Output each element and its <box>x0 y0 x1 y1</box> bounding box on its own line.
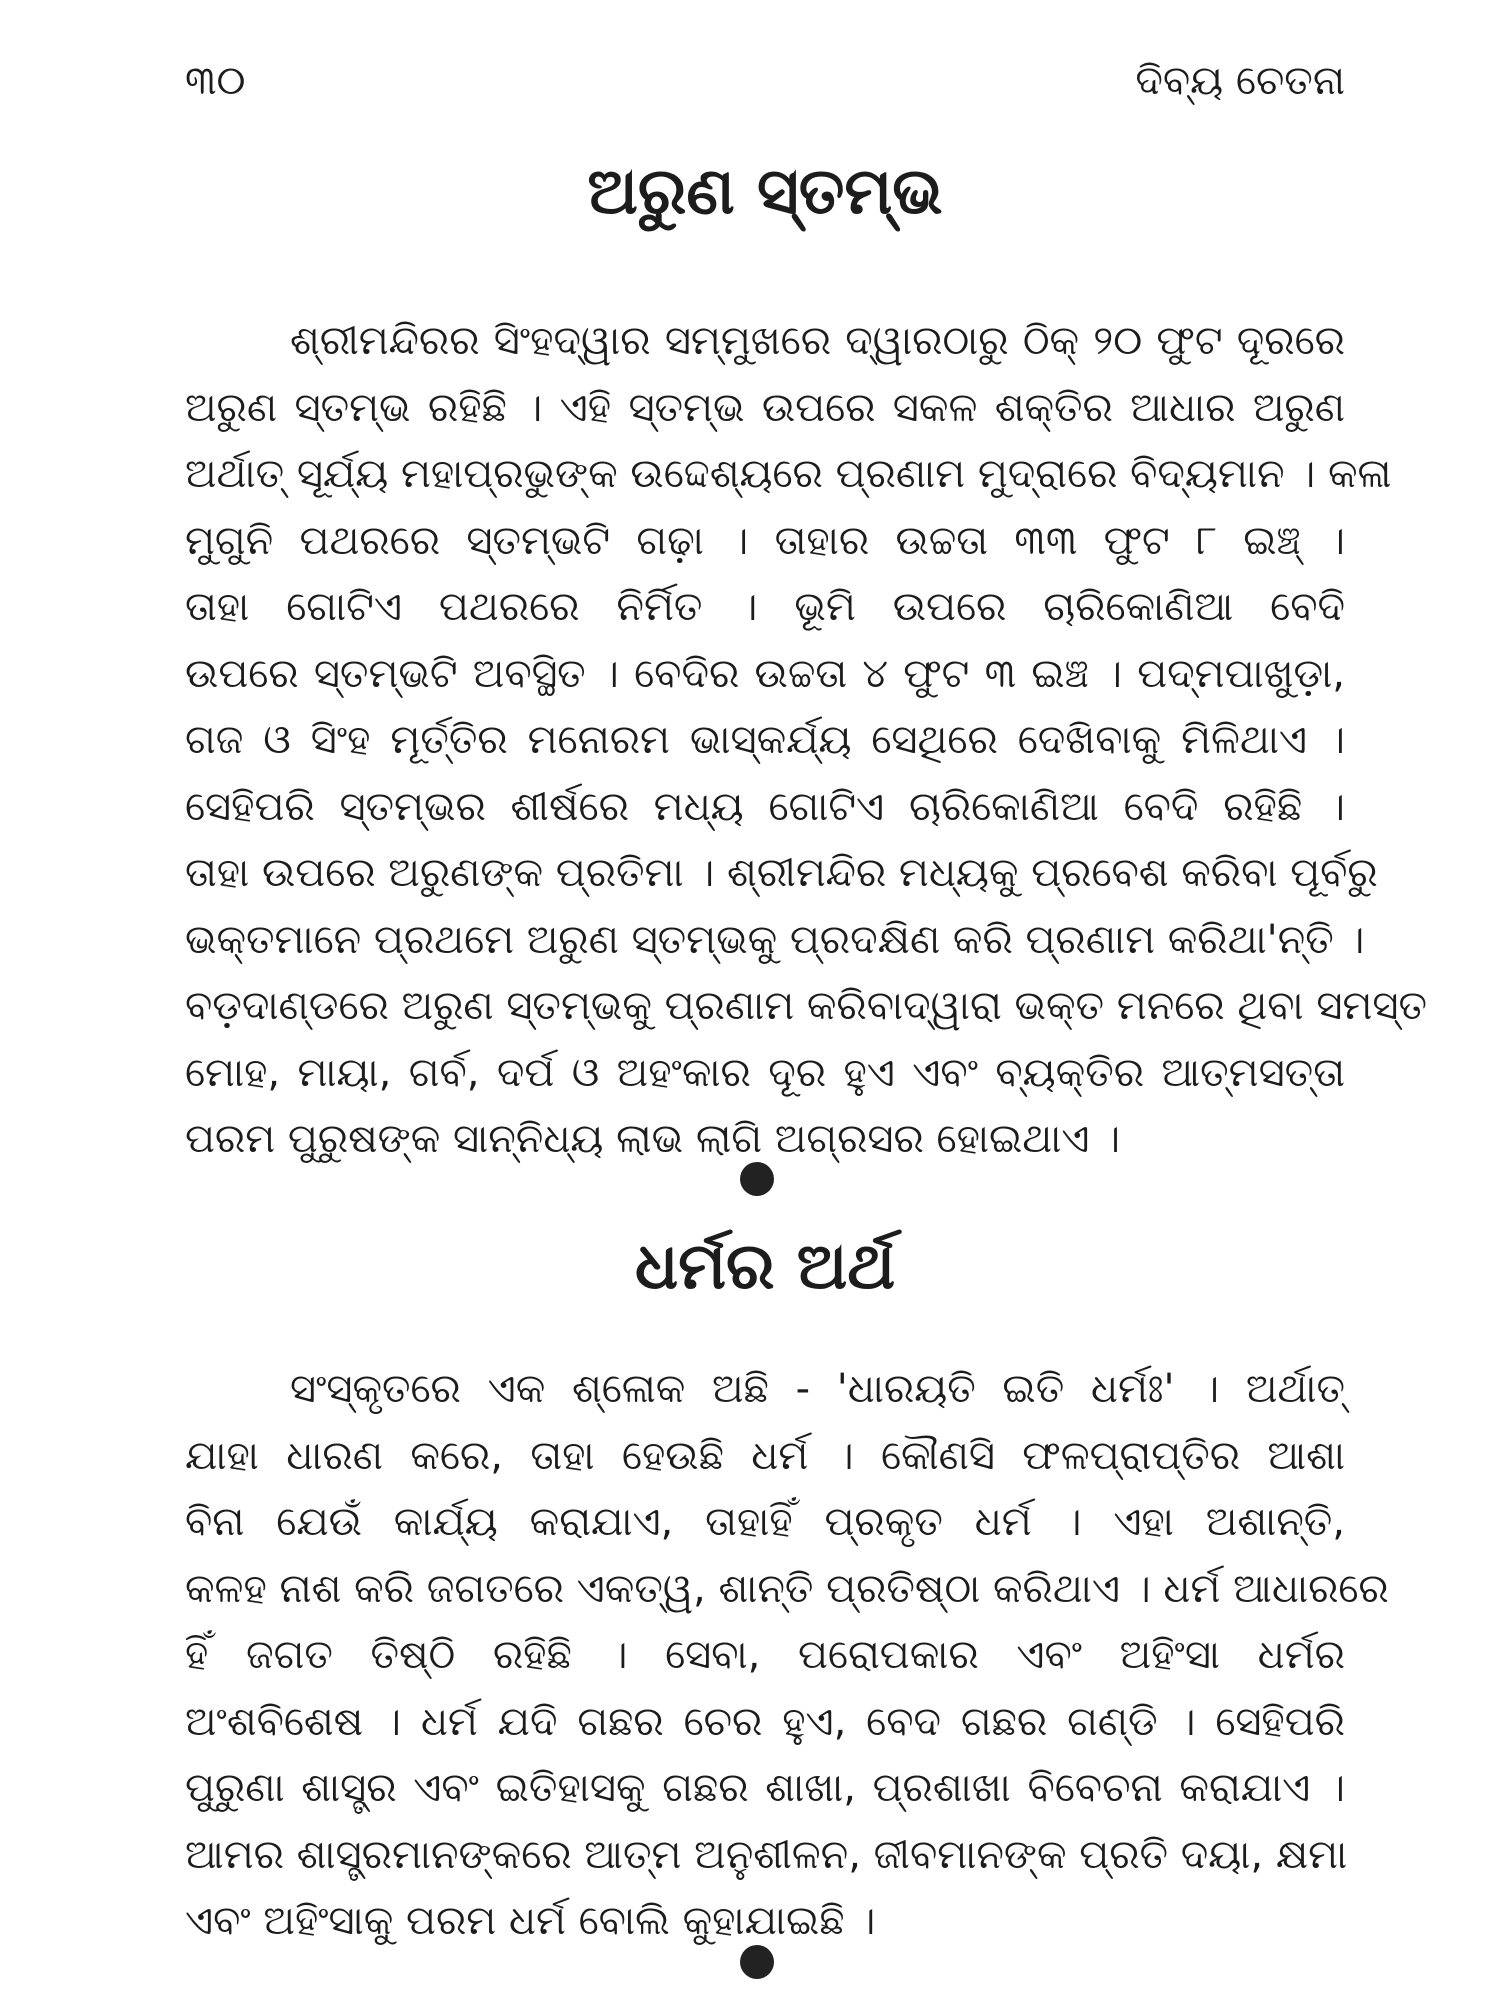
text-line: ଯାହା ଧାରଣ କରେ, ତାହା ହେଉଛି ଧର୍ମ । କୌଣସି ଫଳପ୍ରାପ୍ତିର ଆଶା <box>185 1432 1345 1479</box>
text-line: କଳହ ନାଶ କରି ଜଗତରେ ଏକତ୍ୱ, ଶାନ୍ତି ପ୍ରତିଷ୍ଠା କରିଥାଏ । ଧର୍ମ ଆଧାରରେ <box>185 1565 1389 1612</box>
section-body-arun-stambha <box>185 308 1427 1173</box>
text-line: ହିଁ ଜଗତ ତିଷ୍ଠି ରହିଛି । ସେବା, ପରୋପକାର ଏବଂ ଅହିଂସା ଧର୍ମର <box>185 1632 1345 1678</box>
text-line: ସଂସ୍କୃତରେ ଏକ ଶ୍ଳୋକ ଅଛି - 'ଧାରୟତି ଇତି ଧର୍ମଃ' । ଅର୍ଥାତ୍ <box>290 1366 1345 1412</box>
section-body-dharmara-artha <box>185 1356 1389 1955</box>
text-line: ଏବଂ ଅହିଂସାକୁ ପରମ ଧର୍ମ ବୋଲି କୁହାଯାଇଛି । <box>185 1898 876 1944</box>
running-header <box>185 58 1345 118</box>
section-separator-dot <box>740 1162 774 1196</box>
section-title-arun-stambha: ଅରୁଣ ସ୍ତମ୍ଭ <box>587 155 943 229</box>
text-line: ଅର୍ଥାତ୍ ସୂର୍ଯ୍ୟ ମହାପ୍ରଭୁଙ୍କ ଉଦ୍ଦେଶ୍ୟରେ ପ୍ରଣାମ ମୁଦ୍ରାରେ ବିଦ୍ୟମାନ । କଳା <box>185 451 1392 497</box>
text-line: ମୁଗୁନି ପଥରରେ ସ୍ତମ୍ଭଟି ଗଢ଼ା । ତାହାର ଉଚ୍ଚତା ୩୩ ଫୁଟ ୮ ଇଞ୍ଚ୍ । <box>185 517 1345 564</box>
section-title-dharmara-artha: ଧର୍ମର ଅର୍ଥ <box>634 1230 896 1304</box>
text-line: ତାହା ଉପରେ ଅରୁଣଙ୍କ ପ୍ରତିମା । ଶ୍ରୀମନ୍ଦିର ମଧ୍ୟକୁ ପ୍ରବେଶ କରିବା ପୂର୍ବରୁ <box>185 850 1378 896</box>
text-line: ବିନା ଯେଉଁ କାର୍ଯ୍ୟ କରାଯାଏ, ତାହାହିଁ ପ୍ରକୃତ ଧର୍ମ । ଏହା ଅଶାନ୍ତି, <box>185 1499 1345 1545</box>
text-line: ପରମ ପୁରୁଷଙ୍କ ସାନ୍ନିଧ୍ୟ ଲାଭ ଲାଗି ଅଗ୍ରସର ହୋଇଥାଏ । <box>185 1116 1121 1162</box>
text-line: ଅରୁଣ ସ୍ତମ୍ଭ ରହିଛି । ଏହି ସ୍ତମ୍ଭ ଉପରେ ସକଳ ଶକ୍ତିର ଆଧାର ଅରୁଣ <box>185 384 1345 431</box>
text-line: ପୁରୁଣା ଶାସ୍ତ୍ର ଏବଂ ଇତିହାସକୁ ଗଛର ଶାଖା, ପ୍ରଶାଖା ବିବେଚନା କରାଯାଏ । <box>185 1765 1345 1811</box>
book-page <box>185 40 1427 1970</box>
text-line: ମୋହ, ମାୟା, ଗର୍ବ, ଦର୍ପ ଓ ଅହଂକାର ଦୂର ହୁଏ ଏବଂ ବ୍ୟକ୍ତିର ଆତ୍ମସତ୍ତା <box>185 1049 1345 1096</box>
text-line: ସେହିପରି ସ୍ତମ୍ଭର ଶୀର୍ଷରେ ମଧ୍ୟ ଗୋଟିଏ ଚାରିକୋଣିଆ ବେଦି ରହିଛି । <box>185 783 1345 830</box>
section-separator-dot <box>740 1945 774 1979</box>
text-line: ତାହା ଗୋଟିଏ ପଥରରେ ନିର୍ମିତ । ଭୂମି ଉପରେ ଚାରିକୋଣିଆ ବେଦି <box>185 584 1345 630</box>
text-line: ଆମର ଶାସ୍ତ୍ରମାନଙ୍କରେ ଆତ୍ମ ଅନୁଶୀଳନ, ଜୀବମାନଙ୍କ ପ୍ରତି ଦୟା, କ୍ଷମା <box>185 1831 1348 1878</box>
text-line: ଭକ୍ତମାନେ ପ୍ରଥମେ ଅରୁଣ ସ୍ତମ୍ଭକୁ ପ୍ରଦକ୍ଷିଣ କରି ପ୍ରଣାମ କରିଥା'ନ୍ତି । <box>185 916 1365 963</box>
text-line: ଗଜ ଓ ସିଂହ ମୂର୍ତ୍ତିର ମନୋରମ ଭାସ୍କର୍ଯ୍ୟ ସେଥିରେ ଦେଖିବାକୁ ମିଳିଥାଏ । <box>185 717 1345 763</box>
text-line: ଅଂଶବିଶେଷ । ଧର୍ମ ଯଦି ଗଛର ଚେର ହୁଏ, ବେଦ ଗଛର ଗଣ୍ଡି । ସେହିପରି <box>185 1698 1345 1745</box>
page-number: ୩୦ <box>185 58 246 104</box>
book-title: ଦିବ୍ୟ ଚେତନା <box>1135 58 1345 104</box>
text-line: ଉପରେ ସ୍ତମ୍ଭଟି ଅବସ୍ଥିତ । ବେଦିର ଉଚ୍ଚତା ୪ ଫୁଟ ୩ ଇଞ୍ଚ । ପଦ୍ମପାଖୁଡ଼ା, <box>185 650 1345 697</box>
text-line: ବଡ଼ଦାଣ୍ଡରେ ଅରୁଣ ସ୍ତମ୍ଭକୁ ପ୍ରଣାମ କରିବାଦ୍ୱାରା ଭକ୍ତ ମନରେ ଥିବା ସମସ୍ତ <box>185 983 1427 1029</box>
text-line: ଶ୍ରୀମନ୍ଦିରର ସିଂହଦ୍ୱାର ସମ୍ମୁଖରେ ଦ୍ୱାରଠାରୁ ଠିକ୍ ୨୦ ଫୁଟ ଦୂରରେ <box>290 318 1345 364</box>
